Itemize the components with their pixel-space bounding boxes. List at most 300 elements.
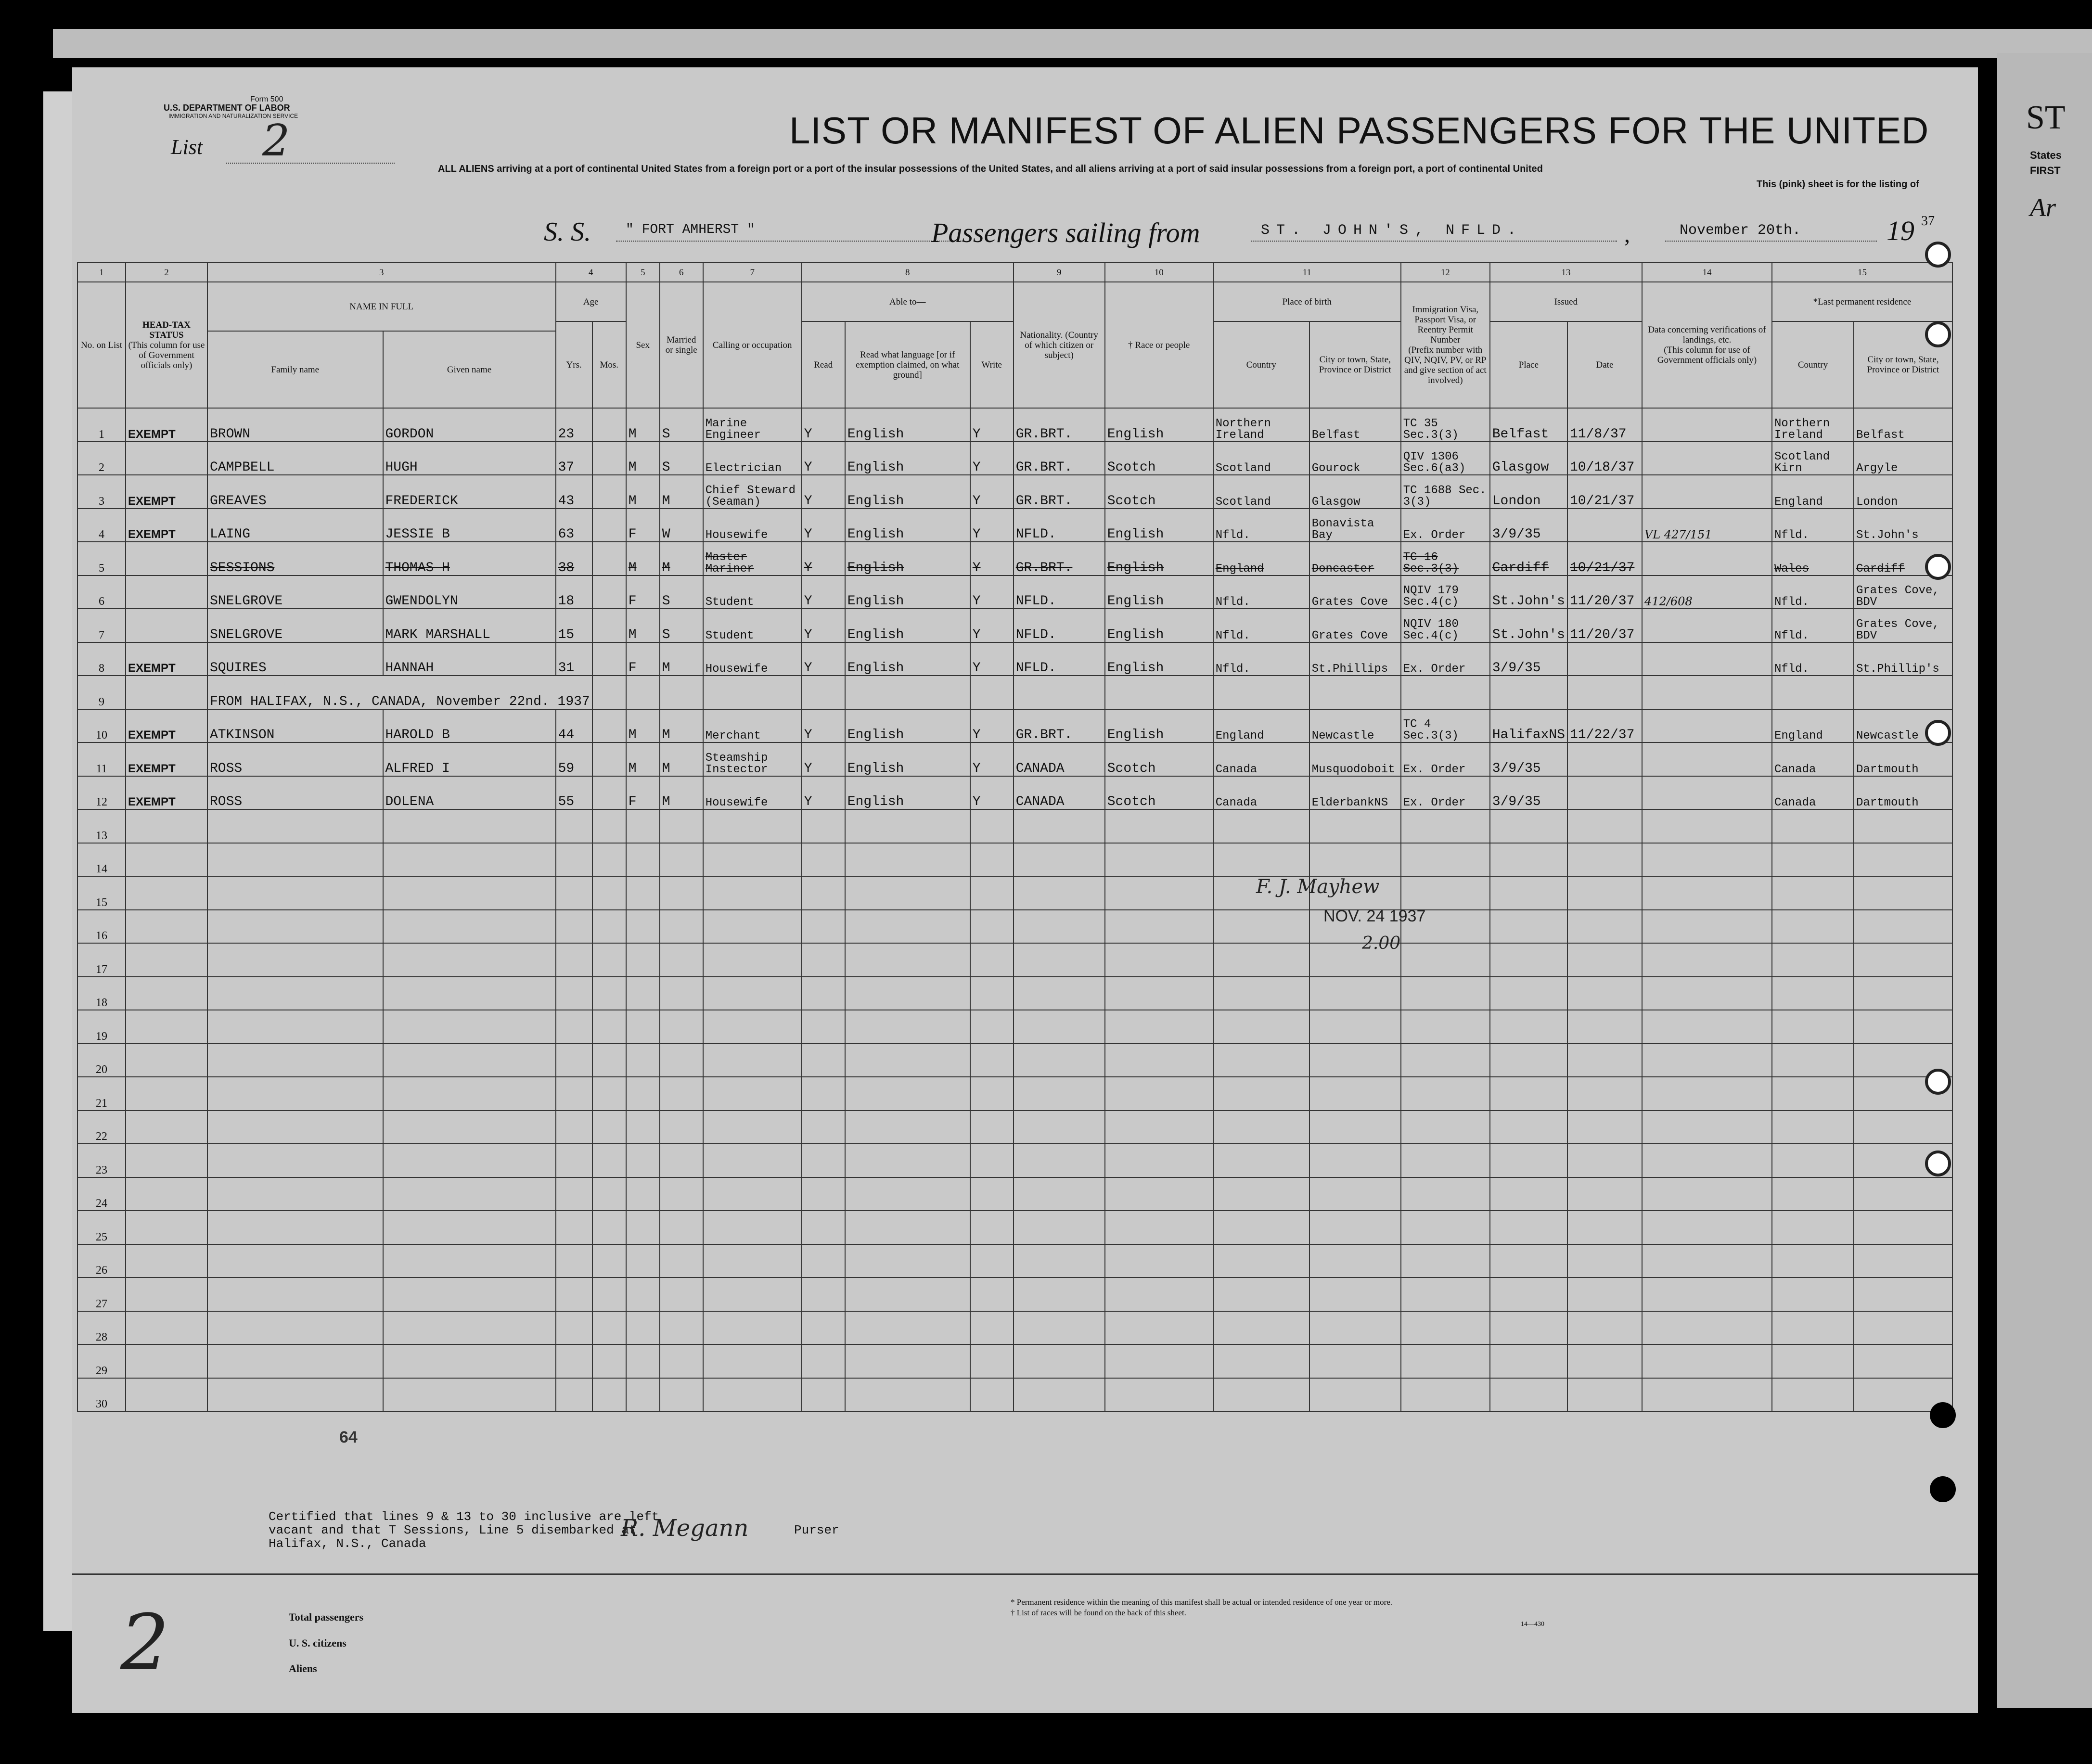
line-number: 27	[77, 1278, 126, 1311]
page-edge-top	[53, 29, 2092, 58]
cell	[703, 1010, 802, 1044]
cell	[1105, 1010, 1213, 1044]
cell	[1490, 1344, 1567, 1378]
facing-line2: FIRST	[2030, 165, 2061, 177]
cell	[1642, 843, 1772, 877]
cell-given: FREDERICK	[383, 475, 556, 509]
cell	[1014, 1077, 1105, 1111]
cell-occ: Master Mariner	[703, 542, 802, 575]
cell-ms: M	[660, 742, 703, 776]
cell	[626, 1211, 660, 1244]
cell	[1642, 1044, 1772, 1077]
page-number: 64	[339, 1428, 358, 1446]
cell	[1401, 676, 1490, 709]
cell-family: BROWN	[207, 408, 383, 442]
cell-rcountry: Nfld.	[1772, 575, 1854, 609]
cell-mos	[592, 442, 626, 475]
cell	[1490, 1211, 1567, 1244]
colnum-2: 2	[126, 263, 207, 282]
manifest-table	[77, 262, 1953, 1412]
punch-hole	[1925, 720, 1951, 746]
cell-tax	[126, 609, 207, 642]
cell-bcity: Newcastle	[1309, 709, 1401, 743]
cell	[1642, 1378, 1772, 1412]
colnum-5: 5	[626, 263, 660, 282]
cell	[626, 1177, 660, 1211]
cell-verif	[1642, 408, 1772, 442]
cell	[703, 977, 802, 1010]
cell	[1105, 676, 1213, 709]
cell-mos	[592, 575, 626, 609]
cell	[592, 1311, 626, 1345]
cell-visa: TC 16 Sec.3(3)	[1401, 542, 1490, 575]
cell-rcountry: Canada	[1772, 742, 1854, 776]
cell	[660, 876, 703, 910]
cell	[1105, 809, 1213, 843]
cell	[383, 943, 556, 977]
cell-nat: CANADA	[1014, 776, 1105, 810]
cell-tax: EXEMPT	[126, 776, 207, 810]
cell	[802, 1378, 845, 1412]
cell	[845, 1111, 970, 1144]
cell-ms: M	[660, 709, 703, 743]
cell	[556, 1077, 592, 1111]
cell-age: 38	[556, 542, 592, 575]
cell-age: 37	[556, 442, 592, 475]
cell-family: ATKINSON	[207, 709, 383, 743]
line-number: 10	[77, 709, 126, 743]
cell-write: Y	[970, 776, 1014, 810]
cell	[1014, 910, 1105, 944]
cell	[1772, 910, 1854, 944]
cell	[626, 1111, 660, 1144]
cell	[1105, 1278, 1213, 1311]
cell	[207, 843, 383, 877]
cell	[1401, 977, 1490, 1010]
cell-age: 55	[556, 776, 592, 810]
header-given-name: Given name	[383, 331, 556, 408]
cell-verif	[1642, 709, 1772, 743]
cell	[1014, 977, 1105, 1010]
cell	[802, 1044, 845, 1077]
header-res-city: City or town, State, Province or District	[1854, 321, 1952, 408]
head-tax-title: HEAD-TAX STATUS	[142, 320, 191, 340]
cell-bcountry: Nfld.	[1213, 509, 1309, 542]
cell	[1854, 1311, 1952, 1345]
cell	[556, 1177, 592, 1211]
cell-idate	[1567, 642, 1642, 676]
cell	[1105, 943, 1213, 977]
cell	[207, 1311, 383, 1345]
cell	[703, 1144, 802, 1177]
cell-ms: M	[660, 642, 703, 676]
cell-bcountry: Nfld.	[1213, 642, 1309, 676]
line-number: 11	[77, 742, 126, 776]
table-row-empty	[77, 809, 1952, 843]
cell-mos	[592, 742, 626, 776]
cell	[1401, 1177, 1490, 1211]
cell-rcity: London	[1854, 475, 1952, 509]
cell-verif: VL 427/151	[1642, 509, 1772, 542]
colnum-11: 11	[1213, 263, 1401, 282]
cell	[1309, 1111, 1401, 1144]
cell	[592, 1211, 626, 1244]
cell-bcountry: England	[1213, 709, 1309, 743]
cell	[1105, 1244, 1213, 1278]
cell-sex: F	[626, 509, 660, 542]
cell	[383, 1278, 556, 1311]
cell	[556, 1278, 592, 1311]
service: IMMIGRATION AND NATURALIZATION SERVICE	[168, 113, 298, 119]
cell	[1567, 1378, 1642, 1412]
table-row-empty	[77, 1010, 1952, 1044]
line-number: 6	[77, 575, 126, 609]
cell	[383, 809, 556, 843]
certification-note: Certified that lines 9 & 13 to 30 inclusive are left vacant and that T Sessions, Line 5 disembarked at Halifax, N.S., Canada	[269, 1509, 659, 1551]
cell-rcountry: Scotland Kirn	[1772, 442, 1854, 475]
colnum-6: 6	[660, 263, 703, 282]
cell	[1772, 1278, 1854, 1311]
cell	[383, 1211, 556, 1244]
header-calling: Calling or occupation	[703, 282, 802, 408]
cell-write: Y	[970, 742, 1014, 776]
cell	[1014, 1344, 1105, 1378]
cell	[126, 1378, 207, 1412]
cell-iplace: London	[1490, 475, 1567, 509]
cell	[660, 1344, 703, 1378]
list-label: List	[171, 135, 203, 159]
cell	[556, 1311, 592, 1345]
cell	[845, 977, 970, 1010]
head-tax-note: (This column for use of Government officials only)	[128, 340, 205, 371]
cell	[556, 843, 592, 877]
facing-line1: States	[2030, 149, 2062, 161]
table-row-empty	[77, 843, 1952, 877]
cell-verif	[1642, 642, 1772, 676]
cell-visa: Ex. Order	[1401, 509, 1490, 542]
cell	[1105, 1378, 1213, 1412]
cell	[1490, 1111, 1567, 1144]
colnum-4: 4	[556, 263, 626, 282]
cell	[802, 1278, 845, 1311]
cell	[1213, 1311, 1309, 1345]
cell	[1567, 1077, 1642, 1111]
comma: ,	[1624, 222, 1630, 247]
cell-rcountry: England	[1772, 709, 1854, 743]
cell	[626, 1344, 660, 1378]
table-row-empty	[77, 1144, 1952, 1177]
cell-idate: 11/8/37	[1567, 408, 1642, 442]
cell	[845, 1177, 970, 1211]
cell-bcity: Gourock	[1309, 442, 1401, 475]
cell	[126, 1144, 207, 1177]
cell-rcity: Grates Cove, BDV	[1854, 575, 1952, 609]
cell	[802, 843, 845, 877]
cell	[1642, 1344, 1772, 1378]
cell	[1014, 943, 1105, 977]
port-underline	[1251, 241, 1617, 242]
cell	[1567, 977, 1642, 1010]
cell	[845, 876, 970, 910]
cell	[126, 809, 207, 843]
cell	[126, 977, 207, 1010]
cell-nat: NFLD.	[1014, 609, 1105, 642]
visa-title: Immigration Visa, Passport Visa, or Reentry Permit Number	[1412, 305, 1479, 345]
cell	[1014, 876, 1105, 910]
cell-verif	[1642, 442, 1772, 475]
cell	[556, 977, 592, 1010]
cell	[207, 1010, 383, 1044]
cell	[383, 1177, 556, 1211]
header-res-country: Country	[1772, 321, 1854, 408]
cell	[592, 1278, 626, 1311]
cell	[126, 910, 207, 944]
us-citizens-label: U. S. citizens	[289, 1637, 347, 1649]
cell-visa: TC 35 Sec.3(3)	[1401, 408, 1490, 442]
header-race: † Race or people	[1105, 282, 1213, 408]
cell-idate: 10/21/37	[1567, 542, 1642, 575]
cell-read: Y	[802, 776, 845, 810]
cell	[1213, 910, 1309, 944]
cell	[1854, 843, 1952, 877]
cell	[626, 943, 660, 977]
cell-bcountry: Canada	[1213, 742, 1309, 776]
ship-name: " FORT AMHERST "	[626, 222, 755, 237]
cell	[970, 910, 1014, 944]
cell	[1642, 1278, 1772, 1311]
cell	[383, 1344, 556, 1378]
cell	[1014, 843, 1105, 877]
cell	[703, 1211, 802, 1244]
cell	[1309, 977, 1401, 1010]
cell	[592, 1177, 626, 1211]
header-birth-city: City or town, State, Province or District	[1309, 321, 1401, 408]
cell-write: Y	[970, 709, 1014, 743]
punch-hole	[1925, 554, 1951, 580]
cell	[383, 1010, 556, 1044]
table-row	[77, 542, 1952, 575]
cell-race: English	[1105, 542, 1213, 575]
cell	[556, 1244, 592, 1278]
cell	[556, 876, 592, 910]
cell	[1567, 676, 1642, 709]
cell-mos	[592, 475, 626, 509]
cell-lang: English	[845, 575, 970, 609]
cell	[1772, 977, 1854, 1010]
cell-iplace: 3/9/35	[1490, 642, 1567, 676]
footer-code: 14—430	[1521, 1621, 1544, 1628]
line-number: 13	[77, 809, 126, 843]
cell-idate	[1567, 509, 1642, 542]
cell	[1772, 943, 1854, 977]
cell-iplace: St.John's	[1490, 575, 1567, 609]
cell	[383, 1311, 556, 1345]
cell-rcountry: Northern Ireland	[1772, 408, 1854, 442]
cell	[660, 1010, 703, 1044]
cell-nat: GR.BRT.	[1014, 442, 1105, 475]
cell-race: Scotch	[1105, 742, 1213, 776]
cell	[207, 1378, 383, 1412]
cell	[1772, 1010, 1854, 1044]
cell	[1213, 1244, 1309, 1278]
table-row	[77, 676, 1952, 709]
cell	[1309, 1278, 1401, 1311]
cell-bcountry: Nfld.	[1213, 575, 1309, 609]
cell	[802, 1311, 845, 1345]
page-edge-left	[43, 91, 72, 1631]
cell	[845, 1077, 970, 1111]
cell	[1490, 1244, 1567, 1278]
cell-age: 59	[556, 742, 592, 776]
cell	[1213, 977, 1309, 1010]
cell	[703, 1244, 802, 1278]
cell-bcountry: Canada	[1213, 776, 1309, 810]
purser-signature: R. Megann	[621, 1515, 749, 1542]
cell	[802, 676, 845, 709]
cell	[1490, 910, 1567, 944]
cell	[383, 977, 556, 1010]
cell	[845, 1010, 970, 1044]
table-row-empty	[77, 1278, 1952, 1311]
line-number: 23	[77, 1144, 126, 1177]
cell	[556, 1211, 592, 1244]
cell	[660, 910, 703, 944]
cell	[556, 1144, 592, 1177]
cell-occ: Housewife	[703, 776, 802, 810]
cell-rcountry: Nfld.	[1772, 642, 1854, 676]
table-row	[77, 609, 1952, 642]
cell-bcountry: Nfld.	[1213, 609, 1309, 642]
cell	[126, 1344, 207, 1378]
line-number: 21	[77, 1077, 126, 1111]
cell	[626, 1244, 660, 1278]
cell	[626, 1378, 660, 1412]
cell	[1401, 1311, 1490, 1345]
punch-hole	[1930, 1476, 1956, 1502]
visa-note: (Prefix number with QIV, NQIV, PV, or RP and give section of act involved)	[1404, 345, 1487, 385]
cell	[1105, 1111, 1213, 1144]
cell	[1772, 1344, 1854, 1378]
cell	[1105, 876, 1213, 910]
footnote-races: † List of races will be found on the back of this sheet.	[1011, 1608, 1186, 1617]
cell-read: Y	[802, 609, 845, 642]
cell	[1854, 977, 1952, 1010]
cell	[1401, 809, 1490, 843]
cell	[626, 977, 660, 1010]
cell-write: Y	[970, 575, 1014, 609]
cell	[970, 1144, 1014, 1177]
cell	[207, 977, 383, 1010]
departure-port: ST. JOHN'S, NFLD.	[1261, 222, 1523, 239]
cell	[970, 1211, 1014, 1244]
cell	[1490, 1177, 1567, 1211]
cell-write: Y	[970, 408, 1014, 442]
cell-sex: F	[626, 575, 660, 609]
cell	[1309, 1044, 1401, 1077]
inspector-signature: F. J. Mayhew	[1256, 876, 1380, 898]
cell	[802, 910, 845, 944]
cell	[207, 1244, 383, 1278]
cell	[660, 943, 703, 977]
cell-occ: Student	[703, 575, 802, 609]
cell	[1014, 1311, 1105, 1345]
cell	[1490, 1378, 1567, 1412]
colnum-10: 10	[1105, 263, 1213, 282]
cell	[1309, 676, 1401, 709]
cell	[703, 809, 802, 843]
cell-nat: NFLD.	[1014, 509, 1105, 542]
cell-given: GORDON	[383, 408, 556, 442]
cell	[970, 1244, 1014, 1278]
cell	[660, 1111, 703, 1144]
cell-lang: English	[845, 609, 970, 642]
cell	[703, 943, 802, 977]
cell	[1567, 1177, 1642, 1211]
cell-age: 15	[556, 609, 592, 642]
cell-verif	[1642, 475, 1772, 509]
cell-ms: M	[660, 542, 703, 575]
cell	[1490, 843, 1567, 877]
cell-family: ROSS	[207, 742, 383, 776]
colnum-13: 13	[1490, 263, 1642, 282]
cell	[592, 1044, 626, 1077]
punch-hole	[1925, 1069, 1951, 1095]
cell	[626, 1077, 660, 1111]
cell	[556, 1344, 592, 1378]
line-number: 22	[77, 1111, 126, 1144]
cell	[592, 943, 626, 977]
cell	[802, 1177, 845, 1211]
cell	[1642, 1311, 1772, 1345]
colnum-9: 9	[1014, 263, 1105, 282]
cell-iplace: 3/9/35	[1490, 776, 1567, 810]
cell-tax: EXEMPT	[126, 509, 207, 542]
table-row	[77, 776, 1952, 810]
cell-visa: NQIV 180 Sec.4(c)	[1401, 609, 1490, 642]
cell	[626, 910, 660, 944]
list-underline	[226, 163, 395, 164]
table-row	[77, 442, 1952, 475]
colnum-14: 14	[1642, 263, 1772, 282]
cell	[556, 1044, 592, 1077]
cell	[1772, 1144, 1854, 1177]
line-number: 26	[77, 1244, 126, 1278]
cell-idate: 10/21/37	[1567, 475, 1642, 509]
cell-bcity: St.Phillips	[1309, 642, 1401, 676]
cell	[1401, 1111, 1490, 1144]
line-number: 2	[77, 442, 126, 475]
cell	[556, 910, 592, 944]
cell	[207, 1344, 383, 1378]
cell	[1401, 1278, 1490, 1311]
header-married: Married or single	[660, 282, 703, 408]
header-place-of-birth: Place of birth	[1213, 282, 1401, 321]
cell	[1567, 1211, 1642, 1244]
cell-visa: NQIV 179 Sec.4(c)	[1401, 575, 1490, 609]
cell-mos	[592, 709, 626, 743]
cell-mos	[592, 509, 626, 542]
cell	[1309, 843, 1401, 877]
cell	[1642, 1177, 1772, 1211]
line-number: 19	[77, 1010, 126, 1044]
cell	[1854, 1211, 1952, 1244]
table-row-empty	[77, 1077, 1952, 1111]
cell	[1490, 1311, 1567, 1345]
cell-lang: English	[845, 509, 970, 542]
colnum-3: 3	[207, 263, 556, 282]
header-family-name: Family name	[207, 331, 383, 408]
cell-rcountry: Nfld.	[1772, 509, 1854, 542]
